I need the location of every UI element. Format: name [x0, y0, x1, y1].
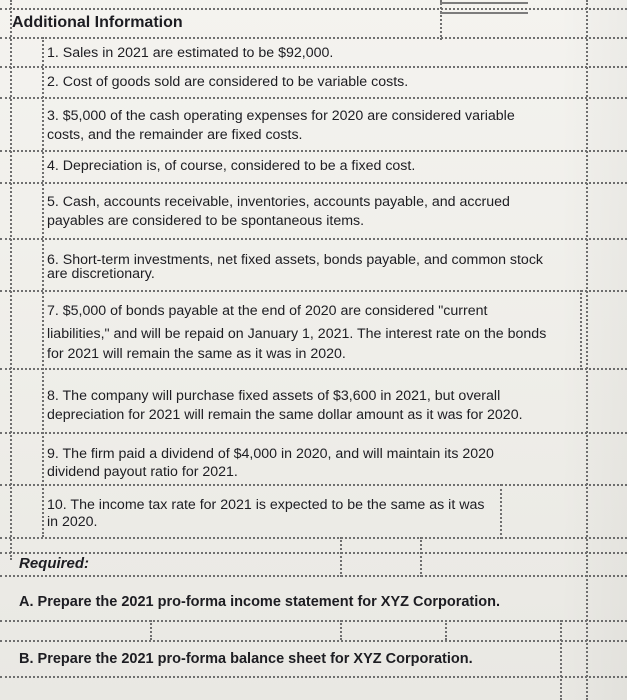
- info-item-5-cont: payables are considered to be spontaneous items.: [47, 213, 365, 229]
- grid-line: [0, 552, 627, 554]
- grid-line: [0, 640, 627, 642]
- info-item-4: 4. Depreciation is, of course, considered to be a fixed cost.: [47, 158, 416, 174]
- part-a-instruction: A. Prepare the 2021 pro-forma income statement for XYZ Corporation.: [19, 594, 501, 610]
- info-item-10-cont: in 2020.: [47, 514, 98, 530]
- section-title: Additional Information: [12, 14, 183, 31]
- grid-line: [150, 620, 152, 640]
- part-b-instruction: B. Prepare the 2021 pro-forma balance sheet for XYZ Corporation.: [19, 651, 473, 667]
- grid-line: [0, 575, 627, 577]
- grid-line: [0, 238, 627, 240]
- required-label: Required:: [19, 555, 90, 572]
- info-item-7: 7. $5,000 of bonds payable at the end of 2020 are considered "current: [47, 303, 488, 319]
- info-item-5: 5. Cash, accounts receivable, inventories, accounts payable, and accrued: [47, 194, 510, 210]
- grid-line: [440, 0, 442, 40]
- grid-line: [0, 182, 627, 184]
- grid-line: [0, 8, 627, 10]
- grid-line: [0, 676, 627, 678]
- shadow-overlay: [560, 0, 627, 700]
- grid-line: [340, 620, 342, 640]
- info-item-9: 9. The firm paid a dividend of $4,000 in 2020, and will maintain its 2020: [47, 446, 494, 462]
- grid-line: [0, 368, 627, 370]
- info-item-6: 6. Short-term investments, net fixed assets, bonds payable, and common stock: [47, 252, 544, 268]
- grid-line: [0, 290, 627, 292]
- grid-line: [0, 620, 627, 622]
- grid-line: [0, 97, 627, 99]
- grid-line: [420, 537, 422, 577]
- info-item-7-cont: liabilities," and will be repaid on January 1, 2021. The interest rate on the bonds: [47, 326, 547, 342]
- grid-line: [10, 0, 12, 560]
- grid-line: [500, 484, 502, 539]
- grid-line: [0, 484, 627, 486]
- grid-line: [42, 37, 44, 537]
- grid-line: [0, 537, 627, 539]
- info-item-1: 1. Sales in 2021 are estimated to be $92,000.: [47, 45, 334, 61]
- info-item-2: 2. Cost of goods sold are considered to be variable costs.: [47, 74, 409, 90]
- grid-line: [0, 66, 627, 68]
- selected-cell-border: [440, 12, 528, 14]
- grid-line: [0, 150, 627, 152]
- info-item-9-cont: dividend payout ratio for 2021.: [47, 464, 238, 480]
- grid-line: [0, 37, 627, 39]
- info-item-6-cont: are discretionary.: [47, 266, 155, 282]
- info-item-8: 8. The company will purchase fixed assets of $3,600 in 2021, but overall: [47, 388, 501, 404]
- info-item-3-cont: costs, and the remainder are fixed costs.: [47, 127, 303, 143]
- info-item-8-cont: depreciation for 2021 will remain the same dollar amount as it was for 2020.: [47, 407, 523, 423]
- grid-line: [340, 537, 342, 577]
- info-item-3: 3. $5,000 of the cash operating expenses for 2020 are considered variable: [47, 108, 515, 124]
- grid-line: [0, 432, 627, 434]
- info-item-10: 10. The income tax rate for 2021 is expected to be the same as it was: [47, 497, 485, 513]
- selected-cell-border: [440, 2, 528, 4]
- grid-line: [445, 620, 447, 640]
- info-item-7-cont2: for 2021 will remain the same as it was in 2020.: [47, 346, 346, 362]
